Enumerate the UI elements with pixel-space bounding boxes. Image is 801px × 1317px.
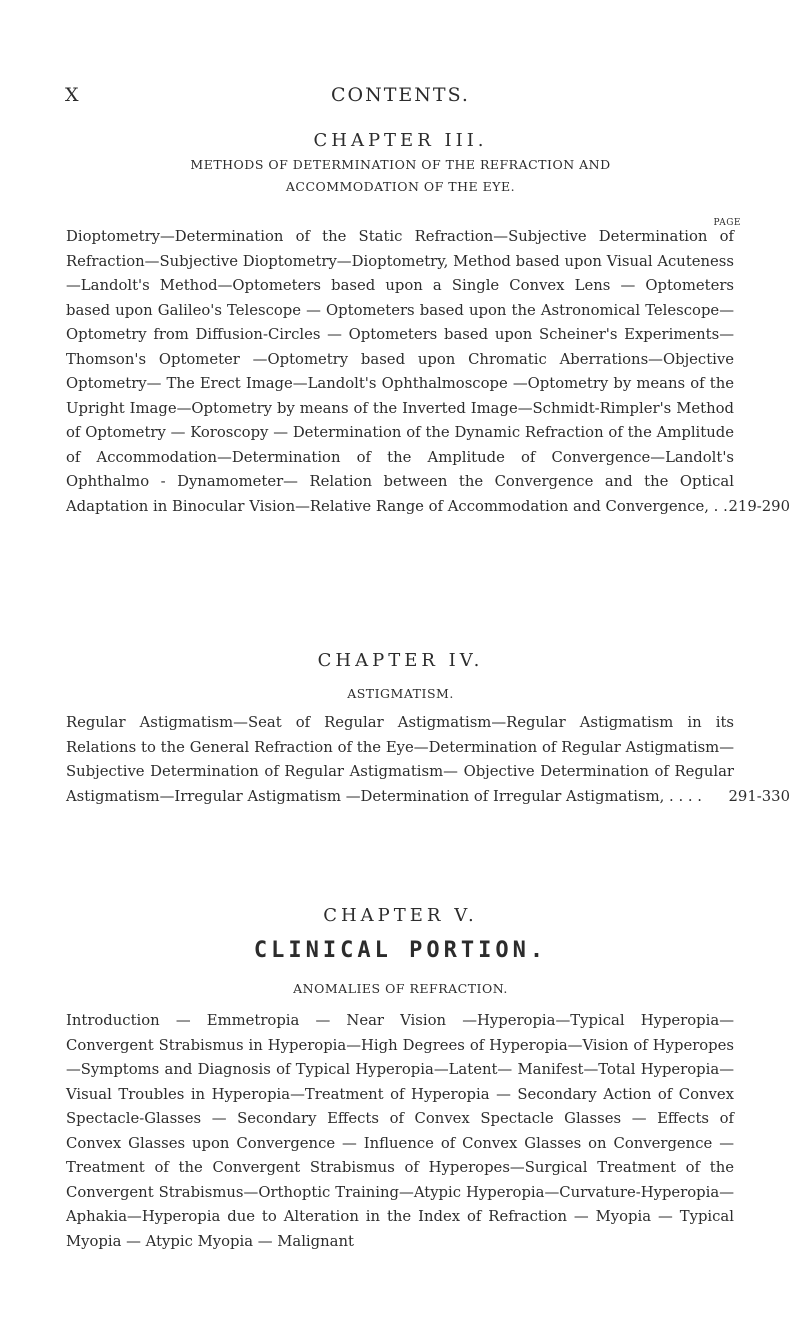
section-entry xyxy=(66,1009,734,1254)
portion-heading: CLINICAL PORTION. xyxy=(253,938,548,963)
chapter-subtitle: ASTIGMATISM. xyxy=(347,686,454,701)
page-range: 291-330 xyxy=(728,787,790,805)
section-text: Dioptometry—Determination of the Static Refraction—Subjective Determination of Refraction—Subjective Dioptometry—Dioptometry, Method based upon Visual Acuteness—Landolt's Method—Optometers based upon a Single Convex Lens — Optometers based upon Galileo's Telescope — Optometers based upon the Astronomical Telescope—Optometry from Diffusion-Circles — Optometers based upon Scheiner's Experiments—Thomson's Optometer —Optometry based upon Chromatic Aberrations—Objective Optometry— The Erect Image—Landolt's Ophthalmoscope —Optometry by means of the Upright Image—Optometry by means of the Inverted Image—Schmidt-Rimpler's Method of Optometry — Koroscopy — Determination of the Dynamic Refraction of the Amplitude of Accommodation—Determination of the Amplitude of Convergence—Landolt's Ophthalmo - Dynamometer— Relation between the Convergence and the Optical Adaptation in Binocular Vision—Relative Range of Accommodation and Convergence, . . xyxy=(66,228,734,515)
chapter-subtitle: METHODS OF DETERMINATION OF THE REFRACTION AND xyxy=(190,157,611,172)
section-text: Introduction — Emmetropia — Near Vision —Hyperopia—Typical Hyperopia— Convergent Strabismus in Hyperopia—High Degrees of Hyperopia—Vision of Hyperopes—Symptoms and Diagnosis of Typical Hyperopia—Latent— Manifest—Total Hyperopia—Visual Troubles in Hyperopia—Treatment of Hyperopia — Secondary Action of Convex Spectacle-Glasses — Secondary Effects of Convex Spectacle Glasses — Effects of Convex Glasses upon Convergence — Influence of Convex Glasses on Convergence — Treatment of the Convergent Strabismus of Hyperopes—Surgical Treatment of the Convergent Strabismus—Orthoptic Training—Atypic Hyperopia—Curvature-Hyperopia—Aphakia—Hyperopia due to Alteration in the Index of Refraction — Myopia — Typical Myopia — Atypic Myopia — Malignant xyxy=(66,1012,734,1250)
running-title: CONTENTS. xyxy=(331,84,470,106)
chapter-subtitle: ACCOMMODATION OF THE EYE. xyxy=(285,179,516,194)
page-numeral: X xyxy=(65,84,80,106)
section-entry xyxy=(66,225,790,519)
section-text: Regular Astigmatism—Seat of Regular Astigmatism—Regular Astigmatism in its Relations to the General Refraction of the Eye—Determination of Regular Astigmatism—Subjective Determination of Regular Astigmatism— Objective Determination of Regular Astigmatism—Irregular Astigmatism —Determination of Irregular Astigmatism, . . . . xyxy=(66,714,734,805)
page-range: 219-290 xyxy=(728,497,790,515)
chapter-heading: CHAPTER IV. xyxy=(317,650,484,671)
chapter-heading: CHAPTER V. xyxy=(323,905,478,926)
chapter-subtitle: ANOMALIES OF REFRACTION. xyxy=(293,981,508,996)
page-column-label: PAGE xyxy=(713,218,741,228)
section-entry xyxy=(66,711,790,809)
chapter-heading: CHAPTER III. xyxy=(313,130,488,151)
